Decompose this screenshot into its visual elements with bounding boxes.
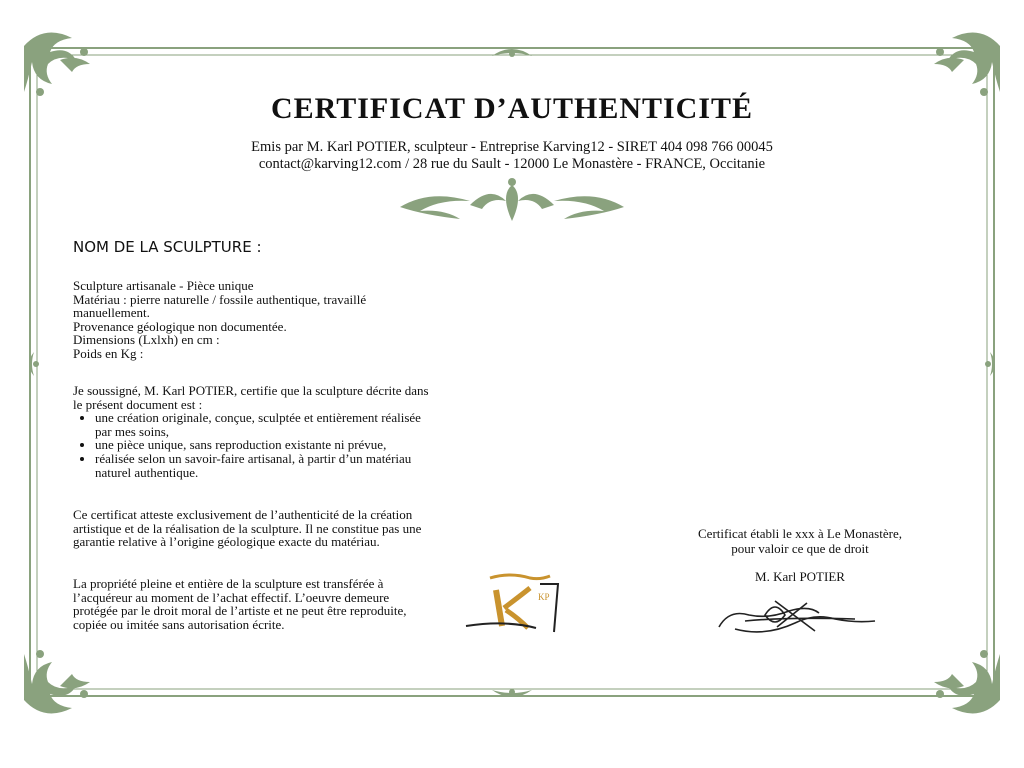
ownership-paragraph: La propriété pleine et entière de la sculpture est transférée à l’acquéreur au moment de l’achat effectif. L’oeuvre demeure protégée par le droit moral de l’artiste et ne peut être reproduite, copiée ou imitée sans autorisation écrite. bbox=[73, 576, 407, 632]
declaration-list bbox=[73, 411, 433, 479]
signer-name: M. Karl POTIER bbox=[755, 569, 845, 584]
corner-ornament-top-right bbox=[934, 33, 1000, 96]
declaration-item: • une pièce unique, sans reproduction existante ni prévue, bbox=[95, 438, 433, 452]
statement-line: pour valoir ce que de droit bbox=[731, 541, 869, 556]
handwritten-signature bbox=[715, 595, 880, 640]
detail-line: Dimensions (Lxlxh) en cm : bbox=[73, 332, 220, 348]
logo-monogram: KP bbox=[538, 592, 550, 602]
detail-line: Provenance géologique non documentée. bbox=[73, 318, 287, 334]
divider-ornament bbox=[400, 178, 624, 221]
statement-line: Certificat établi le xxx à Le Monastère, bbox=[698, 526, 902, 541]
detail-line: Poids en Kg : bbox=[73, 345, 144, 361]
signature-statement bbox=[660, 526, 940, 556]
certificate-title: CERTIFICAT D’AUTHENTICITÉ bbox=[270, 92, 754, 125]
declaration-item: • une création originale, conçue, sculptée et entièrement réalisée par mes soins, bbox=[95, 411, 433, 438]
detail-line: Matériau : pierre naturelle / fossile authentique, travaillé manuellement. bbox=[73, 291, 367, 321]
corner-ornament-bottom-left bbox=[24, 650, 90, 713]
sculpture-name-heading: NOM DE LA SCULPTURE : bbox=[73, 238, 262, 256]
declaration bbox=[73, 384, 433, 479]
declaration-intro: Je soussigné, M. Karl POTIER, certifie que la sculpture décrite dans le présent document est : bbox=[73, 383, 429, 412]
corner-ornament-bottom-right bbox=[934, 650, 1000, 713]
sculpture-details bbox=[73, 279, 433, 361]
corner-ornament-top-left bbox=[24, 33, 90, 96]
issuer-line: Emis par M. Karl POTIER, sculpteur - Entreprise Karving12 - SIRET 404 098 766 00045 bbox=[251, 139, 773, 155]
contact-line: contact@karving12.com / 28 rue du Sault - 12000 Le Monastère - FRANCE, Occitanie bbox=[258, 156, 766, 172]
detail-line: Sculpture artisanale - Pièce unique bbox=[73, 278, 254, 293]
kp-logo bbox=[460, 570, 570, 640]
declaration-item: • réalisée selon un savoir-faire artisanal, à partir d’un matériau naturel authentique. bbox=[95, 452, 433, 479]
authenticity-paragraph: Ce certificat atteste exclusivement de l’authenticité de la création artistique et de la réalisation de la sculpture. Il ne constitue pas une garantie relative à l’origine géologique exacte du matériau. bbox=[73, 507, 422, 550]
